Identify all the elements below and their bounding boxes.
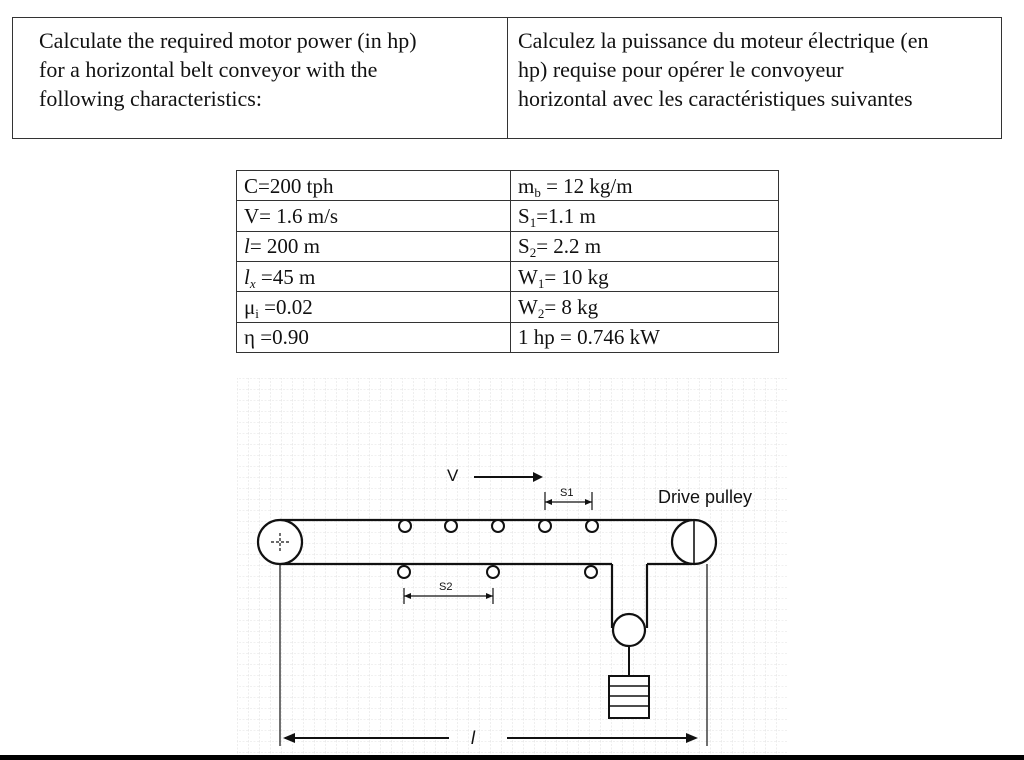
table-row bbox=[237, 292, 779, 322]
french-line-1: Calculez la puissance du moteur électrique (en bbox=[518, 28, 929, 53]
param-hp-conversion: 1 hp = 0.746 kW bbox=[511, 322, 779, 352]
carrying-idler-icon bbox=[539, 520, 551, 532]
parameters-table bbox=[236, 170, 779, 353]
param-efficiency: η =0.90 bbox=[237, 322, 511, 352]
return-idler-icon bbox=[585, 566, 597, 578]
conveyor-diagram bbox=[237, 378, 787, 756]
param-w1: $W_1= 10$ kg bbox=[511, 261, 779, 291]
param-speed: V= 1.6 m/s bbox=[237, 201, 511, 231]
return-idler-icon bbox=[398, 566, 410, 578]
s1-label: S1 bbox=[560, 487, 574, 499]
velocity-label: V bbox=[447, 466, 459, 485]
param-length: l= 200 m bbox=[237, 231, 511, 261]
param-s1: $S_1=1.1$ m bbox=[511, 201, 779, 231]
carrying-idler-icon bbox=[445, 520, 457, 532]
problem-statement-table bbox=[12, 17, 1002, 139]
length-label: l bbox=[471, 728, 475, 748]
french-statement bbox=[508, 18, 1001, 138]
english-statement bbox=[13, 18, 508, 138]
french-line-3: horizontal avec les caractéristiques suivantes bbox=[518, 86, 913, 111]
s2-label: S2 bbox=[439, 581, 453, 593]
grid-background bbox=[237, 378, 787, 756]
carrying-idler-icon bbox=[492, 520, 504, 532]
table-row bbox=[237, 261, 779, 291]
takeup-pulley-icon bbox=[613, 614, 645, 646]
carrying-idler-icon bbox=[586, 520, 598, 532]
table-row bbox=[237, 322, 779, 352]
param-friction: $\mu_i =0.02$ bbox=[237, 292, 511, 322]
english-line-2: for a horizontal belt conveyor with the bbox=[39, 57, 378, 82]
carrying-idler-icon bbox=[399, 520, 411, 532]
table-row bbox=[237, 231, 779, 261]
bottom-edge-bar bbox=[0, 755, 1024, 760]
return-idler-icon bbox=[487, 566, 499, 578]
counterweight-icon bbox=[609, 676, 649, 718]
param-w2: $W_2= 8$ kg bbox=[511, 292, 779, 322]
param-capacity: C=200 tph bbox=[237, 171, 511, 201]
english-line-1: Calculate the required motor power (in hp) bbox=[39, 28, 417, 53]
table-row bbox=[237, 201, 779, 231]
table-row bbox=[237, 171, 779, 201]
param-s2: $S_2= 2.2$ m bbox=[511, 231, 779, 261]
english-line-3: following characteristics: bbox=[39, 86, 262, 111]
drive-pulley-label: Drive pulley bbox=[658, 487, 753, 507]
french-line-2: hp) requise pour opérer le convoyeur bbox=[518, 57, 844, 82]
param-belt-mass: $m_b = 12$ kg/m bbox=[511, 171, 779, 201]
param-length-x: $l_x =45$ m bbox=[237, 261, 511, 291]
tail-pulley-icon bbox=[258, 520, 302, 564]
